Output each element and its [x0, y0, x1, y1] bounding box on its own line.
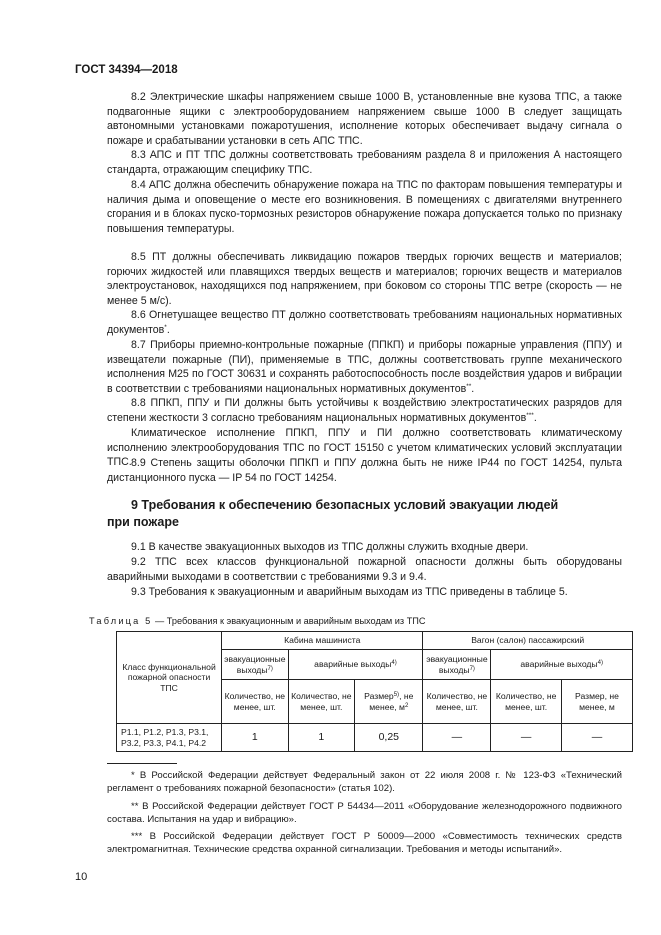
table-5-label: Таблица 5 — [89, 616, 153, 626]
cab-evac-note: 7) — [267, 665, 273, 672]
paragraph-9-3: 9.3 Требования к эвакуационным и аварийным выходам из ТПС приведены в таблице 5. — [131, 586, 568, 598]
paragraph-8-8-climate: Климатическое исполнение ППКП, ППУ и ПИ должно соответствовать климатическому исполнению электрооборудования ТПС по ГОСТ 15150 с учетом климатических условий эксплуатации ТПС. — [107, 427, 622, 469]
paragraph-8-8-text: 8.8 ППКП, ППУ и ПИ должны быть устойчивы к воздействию электростатических разрядов для степени жесткости 3 согласно требованиям национальных нормативных документов — [107, 397, 622, 424]
footnote-ref-3: *** — [526, 411, 534, 419]
cab-size-header — [355, 680, 423, 724]
cab-emerg-label: аварийные выходы — [314, 659, 392, 670]
footnote-2-mark: ** — [131, 801, 139, 812]
cab-emerg-note: 4) — [391, 660, 397, 667]
footnote-ref-2: ** — [466, 382, 472, 390]
cell-cab-size: 0,25 — [355, 724, 423, 752]
section-9-title: 9 Требования к обеспечению безопасных условий эвакуации людей при пожаре — [107, 498, 559, 529]
footnote-1-text: В Российской Федерации действует Федеральный закон от 22 июля 2008 г. № 123-ФЗ «Технический регламент о требованиях пожарной безопасности» (статья 102). — [107, 770, 622, 794]
paragraph-8-7-text: 8.7 Приборы приемно-контрольные пожарные (ППКП) и приборы пожарные управления (ППУ) и извещатели пожарные (ПИ), применяемые в ТПС, должны соответствовать группе механического исполнения М25 по ГОСТ 30631 и сохранять работоспособность после воздействия ударов и вибрации в соответствии с требованиями национальных нормативных документов — [107, 339, 622, 395]
car-evac-note: 7) — [469, 665, 475, 672]
paragraph-8-8: 8.8 ППКП, ППУ и ПИ должны быть устойчивы к воздействию электростатических разрядов для степени жесткости 3 согласно требованиям национальных нормативных документов***. — [107, 397, 622, 424]
cell-cab-evac: 1 — [222, 724, 288, 752]
cab-emerg-header — [288, 650, 423, 680]
cab-evac-header — [222, 650, 288, 680]
car-emerg-label: аварийные выходы — [520, 659, 598, 670]
car-emerg-note: 4) — [597, 660, 603, 667]
cab-size-unit: , не менее, м — [369, 691, 414, 712]
car-evac-header — [423, 650, 491, 680]
cab-size-note: 5) — [393, 692, 400, 698]
paragraph-8-9: 8.9 Степень защиты оболочки ППКП и ППУ должна быть не ниже IP44 по ГОСТ 14254, пульта дистанционного пуска — IP 54 по ГОСТ 14254. — [107, 457, 622, 484]
footnote-3 — [107, 830, 622, 856]
table-5-caption — [89, 616, 426, 626]
paragraph-8-2: 8.2 Электрические шкафы напряжением свыше 1000 В, установленные вне кузова ТПС, а также подвагонные ящики с электрооборудованием напряжением свыше 1000 В следует защищать автономными установками пожаротушения, исполнение которых обеспечивает выдачу сигнала о пожаре и срабатывании установки в сеть АПС ТПС. — [107, 91, 622, 147]
cell-car-evac: — — [423, 724, 491, 752]
group-header-car: Вагон (салон) пассажирский — [423, 632, 633, 650]
col-header-class: Класс функциональной пожарной опасности ТПС — [117, 632, 222, 724]
paragraph-9-2: 9.2 ТПС всех классов функциональной пожарной опасности должны быть оборудованы аварийными выходами в соответствии с требованиями 9.3 и 9.4. — [107, 556, 622, 583]
paragraph-8-3: 8.3 АПС и ПТ ТПС должны соответствовать требованиям раздела 8 и приложения А настоящего стандарта, отражающим специфику ТПС. — [107, 149, 622, 176]
table-5-caption-text: — Требования к эвакуационным и аварийным выходам из ТПС — [152, 616, 426, 626]
footnote-2 — [107, 800, 622, 826]
table-5 — [116, 631, 633, 752]
page-number: 10 — [75, 871, 88, 883]
cab-evac-label: эвакуационные выходы — [224, 654, 286, 675]
footnote-3-mark: *** — [131, 831, 143, 842]
paragraph-8-6-text: 8.6 Огнетушащее вещество ПТ должно соответствовать требованиям национальных нормативных документов — [107, 309, 622, 336]
document-header: ГОСТ 34394—2018 — [75, 64, 178, 76]
car-emerg-header — [491, 650, 633, 680]
table-row — [117, 724, 633, 752]
car-emerg-qty-header: Количество, не менее, шт. — [491, 680, 562, 724]
paragraph-8-4: 8.4 АПС должна обеспечить обнаружение пожара на ТПС по факторам повышения температуры и наличия дыма и оповещение о месте его возникновения. В помещениях с двигателями внутреннего сгорания и в блоках пуско-тормозных резисторов обнаружение пожара допускается только по признаку повышения температуры. — [107, 179, 622, 235]
footnote-2-text: В Российской Федерации действует ГОСТ Р 54434—2011 «Оборудование железнодорожного подвижного состава. Испытания на удар и вибрацию». — [107, 801, 623, 825]
car-evac-label: эвакуационные выходы — [426, 654, 488, 675]
cab-size-label: Размер — [364, 691, 394, 701]
cab-size-pow: 2 — [404, 702, 409, 709]
paragraph-8-7: 8.7 Приборы приемно-контрольные пожарные (ППКП) и приборы пожарные управления (ППУ) и извещатели пожарные (ПИ), применяемые в ТПС, должны соответствовать группе механического исполнения М25 по ГОСТ 30631 и сохранять работоспособность после воздействия ударов и вибрации в соответствии с требованиями национальных нормативных документов**. — [107, 339, 622, 395]
group-header-cab: Кабина машиниста — [222, 632, 423, 650]
car-size-header: Размер, не менее, м — [561, 680, 632, 724]
footnote-3-text: В Российской Федерации действует ГОСТ Р 50009—2000 «Совместимость технических средств электромагнитная. Технические средства охранной сигнализации. Требования и методы испытаний». — [107, 831, 623, 855]
cab-evac-qty-header: Количество, не менее, шт. — [222, 680, 288, 724]
footnote-1-mark: * — [131, 770, 135, 781]
cell-cab-emerg: 1 — [288, 724, 355, 752]
car-evac-qty-header: Количество, не менее, шт. — [423, 680, 491, 724]
cell-car-size: — — [561, 724, 632, 752]
footnote-separator — [107, 763, 177, 764]
footnote-1 — [107, 769, 622, 795]
footnote-ref-1: * — [164, 323, 167, 331]
cell-class: Р1.1, Р1.2, Р1.3, Р3.1, Р3.2, Р3.3, Р4.1, Р4.2 — [117, 724, 222, 752]
paragraph-9-1: 9.1 В качестве эвакуационных выходов из ТПС должны служить входные двери. — [131, 541, 529, 553]
cab-emerg-qty-header: Количество, не менее, шт. — [288, 680, 355, 724]
cell-car-emerg: — — [491, 724, 562, 752]
paragraph-8-5: 8.5 ПТ должны обеспечивать ликвидацию пожаров твердых горючих веществ и материалов; горючих жидкостей или плавящихся твердых веществ и материалов; горючих веществ и материалов электроустановок, находящихся под напряжением, при боковом со стороны ТПС ветре (скорость — не менее 5 м/с). — [107, 251, 622, 307]
paragraph-8-6: 8.6 Огнетушащее вещество ПТ должно соответствовать требованиям национальных нормативных документов*. — [107, 309, 622, 336]
